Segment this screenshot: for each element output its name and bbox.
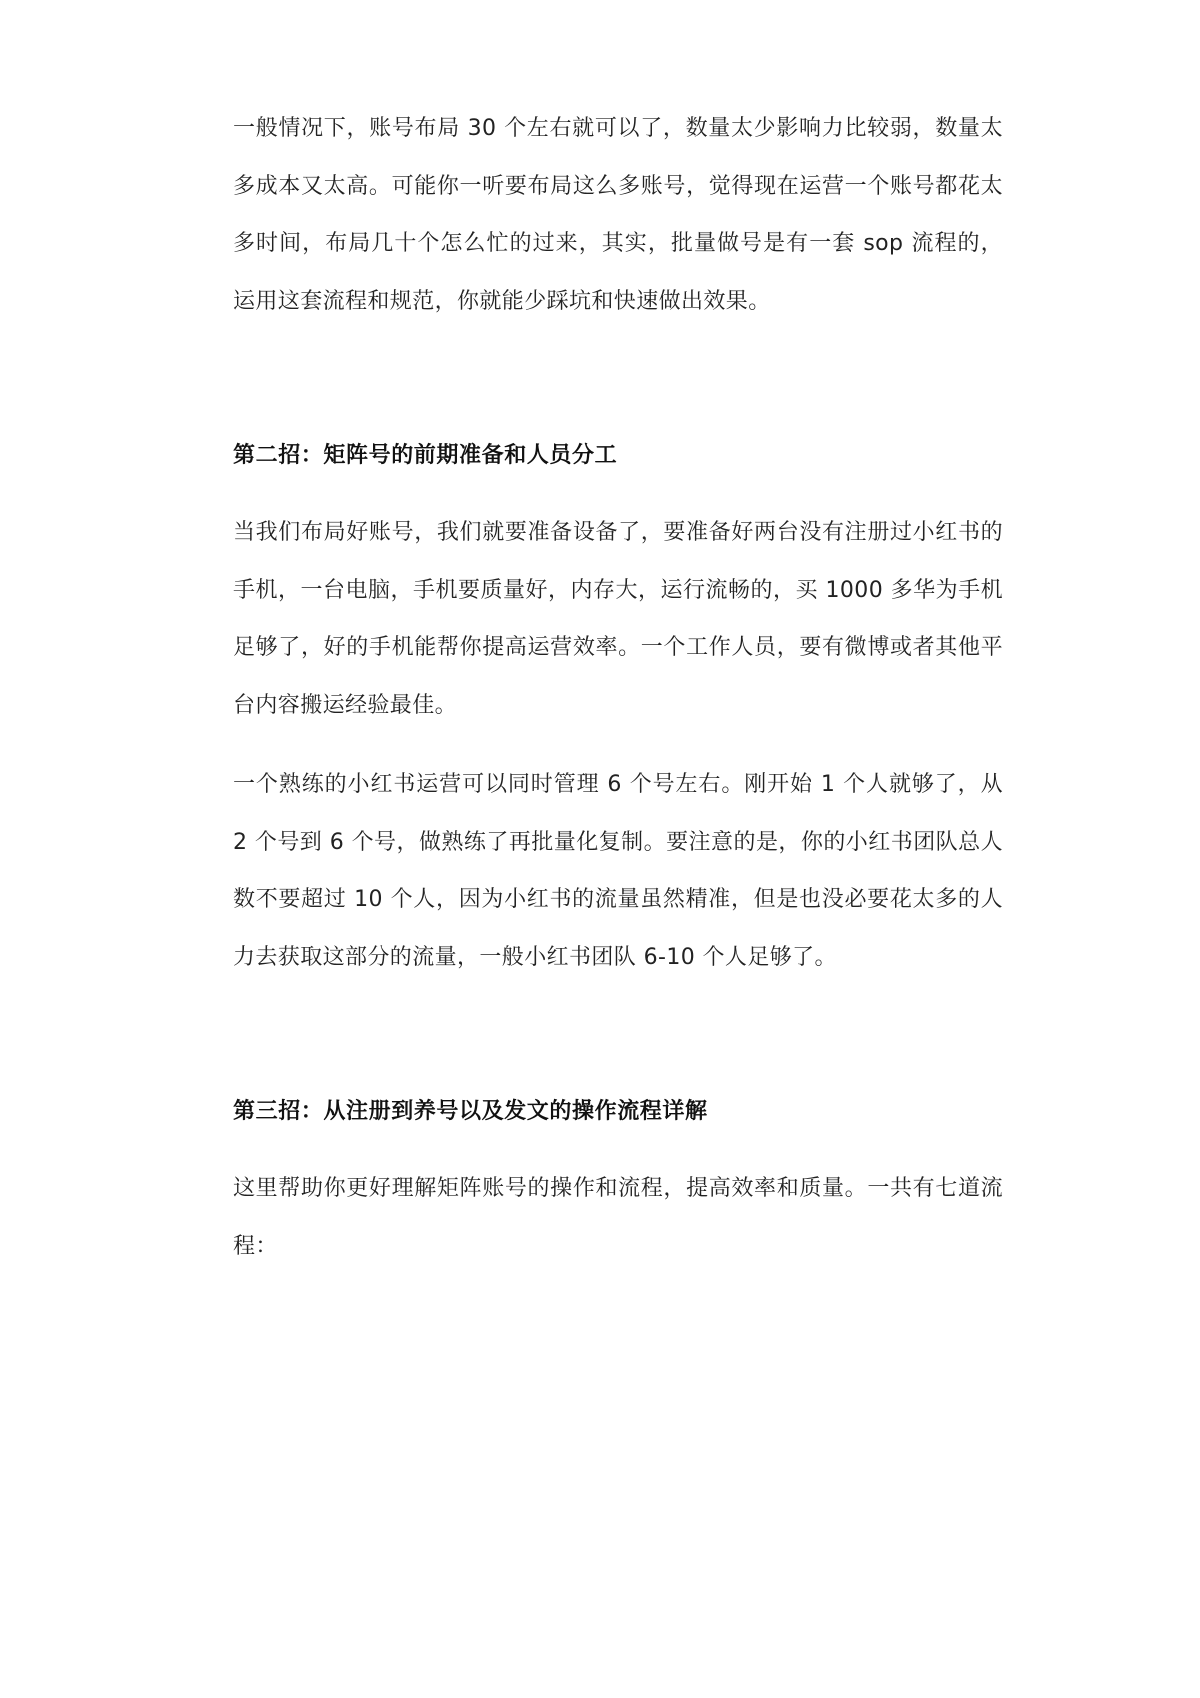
heading-third-move: 第三招：从注册到养号以及发文的操作流程详解 — [233, 1099, 708, 1124]
heading-second-move: 第二招：矩阵号的前期准备和人员分工 — [233, 443, 618, 468]
paragraph-process-intro: 这里帮助你更好理解矩阵账号的操作和流程，提高效率和质量。一共有七道流程： — [233, 1176, 1003, 1259]
paragraph-team-staffing: 一个熟练的小红书运营可以同时管理 6 个号左右。刚开始 1 个人就够了，从 2 个号到 6 个号，做熟练了再批量化复制。要注意的是，你的小红书团队总人数不要超过 10 个人，因为小红书的流量虽然精准，但是也没必要花太多的人力去获取这部分的流量，一般小红书团队 6-10 个人足够了。 — [233, 772, 1003, 970]
article-body — [233, 100, 1003, 1275]
paragraph-account-layout: 一般情况下，账号布局 30 个左右就可以了，数量太少影响力比较弱，数量太多成本又太高。可能你一听要布局这么多账号，觉得现在运营一个账号都花太多时间，布局几十个怎么忙的过来，其实，批量做号是有一套 sop 流程的，运用这套流程和规范，你就能少踩坑和快速做出效果。 — [233, 116, 1003, 314]
paragraph-device-preparation: 当我们布局好账号，我们就要准备设备了，要准备好两台没有注册过小红书的手机，一台电脑，手机要质量好，内存大，运行流畅的，买 1000 多华为手机足够了，好的手机能帮你提高运营效率。一个工作人员，要有微博或者其他平台内容搬运经验最佳。 — [233, 520, 1003, 718]
